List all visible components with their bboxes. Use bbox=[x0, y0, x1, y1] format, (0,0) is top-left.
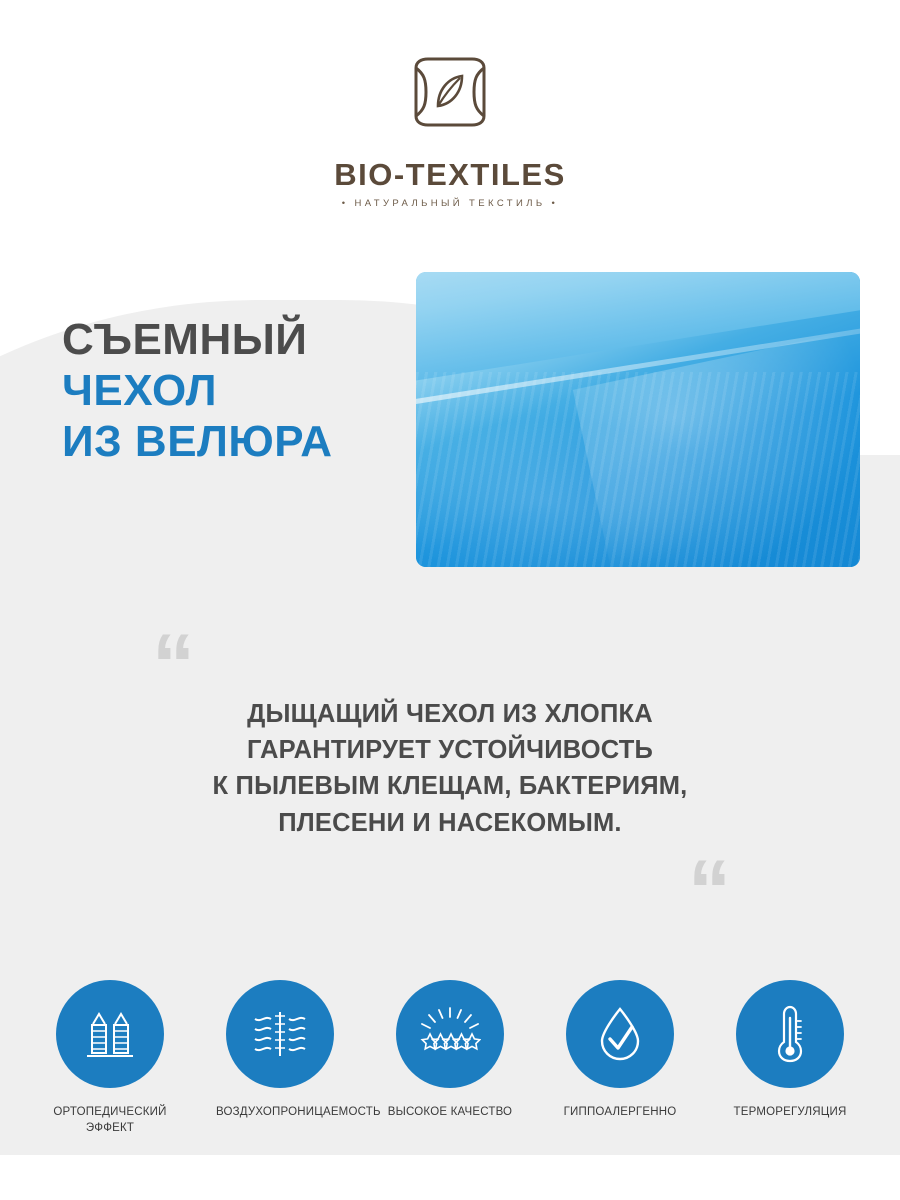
feature-item-quality bbox=[386, 980, 514, 1136]
feature-item-thermoregulation bbox=[726, 980, 854, 1136]
orthopedic-springs-icon bbox=[56, 980, 164, 1088]
headline-line-2: ЧЕХОЛ bbox=[62, 365, 217, 415]
feature-item-breathability bbox=[216, 980, 381, 1136]
headline-line-1: СЪЕМНЫЙ bbox=[62, 315, 308, 364]
photo-highlight-secondary bbox=[416, 414, 727, 567]
headline-line-3: ИЗ ВЕЛЮРА bbox=[62, 416, 333, 466]
quote-line-2: ГАРАНТИРУЕТ УСТОЙЧИВОСТЬ bbox=[246, 736, 654, 765]
feature-item-hypoallergenic bbox=[556, 980, 684, 1136]
quote-close-icon: “ bbox=[688, 843, 729, 939]
quote-text bbox=[120, 696, 780, 841]
feature-label: ОРТОПЕДИЧЕСКИЙ ЭФФЕКТ bbox=[53, 1106, 167, 1135]
feature-label: ВОЗДУХОПРОНИЦАЕМОСТЬ bbox=[216, 1106, 381, 1118]
product-photo bbox=[416, 272, 860, 567]
feature-item-orthopedic bbox=[46, 980, 174, 1136]
brand-title: BIO-TEXTILES bbox=[334, 157, 566, 192]
quote-line-4: ПЛЕСЕНИ И НАСЕКОМЫМ. bbox=[278, 808, 622, 837]
brand-tagline: • НАТУРАЛЬНЫЙ ТЕКСТИЛЬ • bbox=[341, 198, 559, 209]
feature-label: ВЫСОКОЕ КАЧЕСТВО bbox=[387, 1106, 513, 1118]
page-title bbox=[62, 315, 333, 466]
quote-line-3: К ПЫЛЕВЫМ КЛЕЩАМ, БАКТЕРИЯМ, bbox=[212, 772, 688, 801]
quote-open-icon: “ bbox=[152, 617, 193, 713]
thermometer-icon bbox=[736, 980, 844, 1088]
air-flow-icon bbox=[226, 980, 334, 1088]
pillow-leaf-logo-icon bbox=[0, 52, 900, 145]
brand-logo bbox=[0, 52, 900, 209]
feature-label: ТЕРМОРЕГУЛЯЦИЯ bbox=[733, 1106, 847, 1118]
water-drop-check-icon bbox=[566, 980, 674, 1088]
five-stars-icon bbox=[396, 980, 504, 1088]
feature-list bbox=[0, 980, 900, 1136]
feature-label: ГИППОАЛЕРГЕННО bbox=[563, 1106, 677, 1118]
quote-line-1: ДЫЩАЩИЙ ЧЕХОЛ ИЗ ХЛОПКА bbox=[247, 700, 653, 728]
